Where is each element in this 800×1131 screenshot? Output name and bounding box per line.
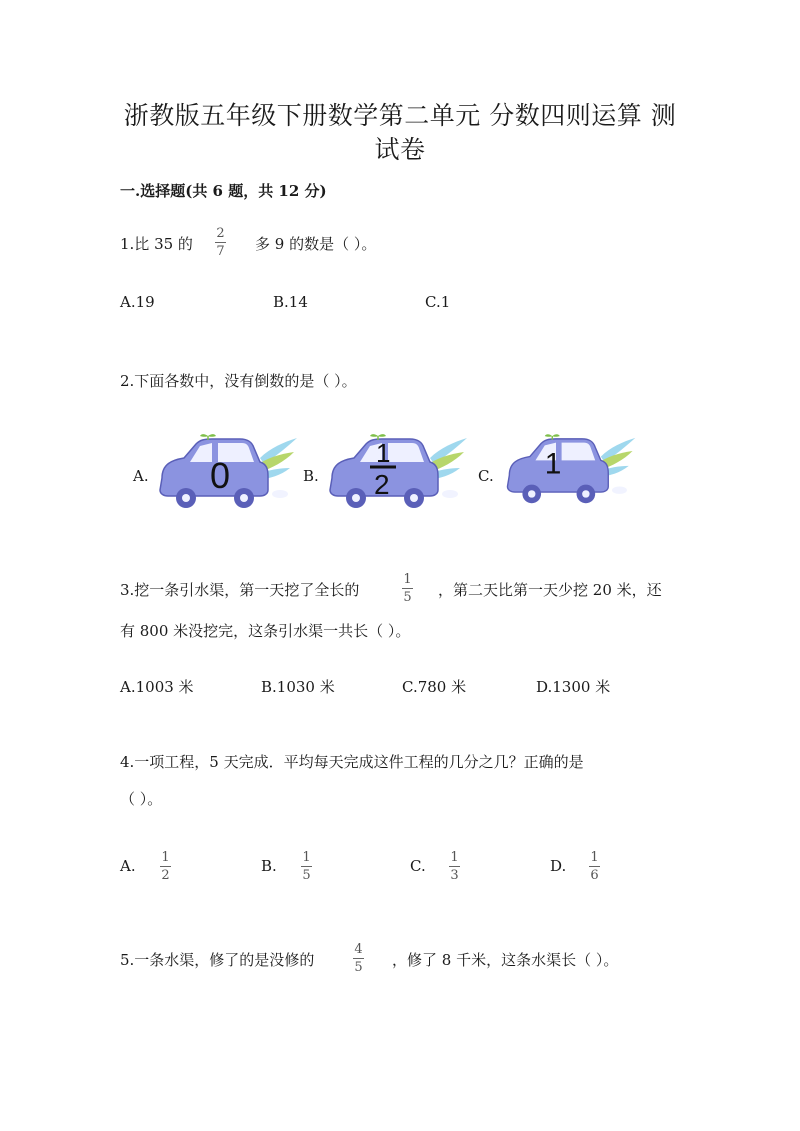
question-3-option-a[interactable]: A.1003 米 [120,678,194,696]
question-1-fraction [215,226,226,259]
question-4-option-b-fraction[interactable] [301,850,312,883]
fraction-numerator: 2 [216,226,225,241]
question-4-text-line2: （ ）。 [120,790,163,808]
question-5-fraction [353,942,364,975]
car-number: 0 [210,455,231,496]
fraction-bar [160,866,171,867]
car-icon [500,432,640,512]
question-2-text: 2.下面各数中，没有倒数的是（ ）。 [120,372,357,390]
question-3-fraction [402,572,413,605]
question-3-option-c[interactable]: C.780 米 [402,678,467,696]
question-1-text-pre: 1.比 35 的 [120,235,193,253]
question-3-text-pre: 3.挖一条引水渠，第一天挖了全长的 [120,581,360,599]
question-2-option-a-label[interactable]: A. [133,467,149,485]
question-2-option-a-car[interactable] [152,432,302,517]
question-5-text-post: ，修了 8 千米，这条水渠长（ ）。 [392,951,619,969]
fraction-bar [402,588,413,589]
question-5-text-pre: 5.一条水渠，修了的是没修的 [120,951,315,969]
page-title-line2: 试卷 [374,135,426,164]
car-number: 1 [544,447,562,481]
question-4-option-d-label[interactable]: D. [550,857,567,875]
question-1-option-b[interactable]: B.14 [273,293,308,311]
question-3-option-b[interactable]: B.1030 米 [261,678,335,696]
fraction-numerator: 1 [161,850,170,865]
question-4-option-d-fraction[interactable] [589,850,600,883]
car-icon [152,432,302,517]
fraction-bar [589,866,600,867]
fraction-numerator: 4 [354,942,363,957]
fraction-denominator: 6 [590,868,599,883]
section-heading: 一.选择题(共 6 题，共 12 分) [120,182,327,200]
fraction-bar [449,866,460,867]
question-3-text-post: ，第二天比第一天少挖 20 米，还 [438,581,662,599]
question-2-option-c-label[interactable]: C. [478,467,494,485]
fraction-numerator: 1 [302,850,311,865]
question-4-option-c-label[interactable]: C. [410,857,426,875]
question-2-option-b-car[interactable] [322,432,472,517]
question-1-option-c[interactable]: C.1 [425,293,451,311]
question-2-option-b-label[interactable]: B. [303,467,319,485]
fraction-denominator: 3 [450,868,459,883]
question-1-text-post: 多 9 的数是（ ）。 [255,235,377,253]
fraction-denominator: 5 [354,960,363,975]
car-icon [322,432,472,517]
car-fraction-numerator: 1 [376,438,391,468]
question-3-text-line2: 有 800 米没挖完，这条引水渠一共长（ ）。 [120,622,411,640]
fraction-denominator: 5 [403,590,412,605]
fraction-numerator: 1 [590,850,599,865]
fraction-denominator: 5 [302,868,311,883]
question-4-option-a-label[interactable]: A. [120,857,136,875]
fraction-numerator: 1 [450,850,459,865]
fraction-bar [215,242,226,243]
question-2-option-c-car[interactable] [500,432,640,512]
fraction-bar [301,866,312,867]
question-1-option-a[interactable]: A.19 [120,293,155,311]
question-4-option-b-label[interactable]: B. [261,857,277,875]
fraction-bar [353,958,364,959]
fraction-denominator: 7 [216,244,225,259]
question-4-option-c-fraction[interactable] [449,850,460,883]
question-3-option-d[interactable]: D.1300 米 [536,678,611,696]
car-fraction-denominator: 2 [374,469,390,500]
fraction-denominator: 2 [161,868,170,883]
fraction-numerator: 1 [403,572,412,587]
question-4-text-line1: 4.一项工程，5 天完成．平均每天完成这件工程的几分之几？正确的是 [120,753,584,771]
page-title-line1: 浙教版五年级下册数学第二单元 分数四则运算 测 [123,101,677,130]
question-4-option-a-fraction[interactable] [160,850,171,883]
